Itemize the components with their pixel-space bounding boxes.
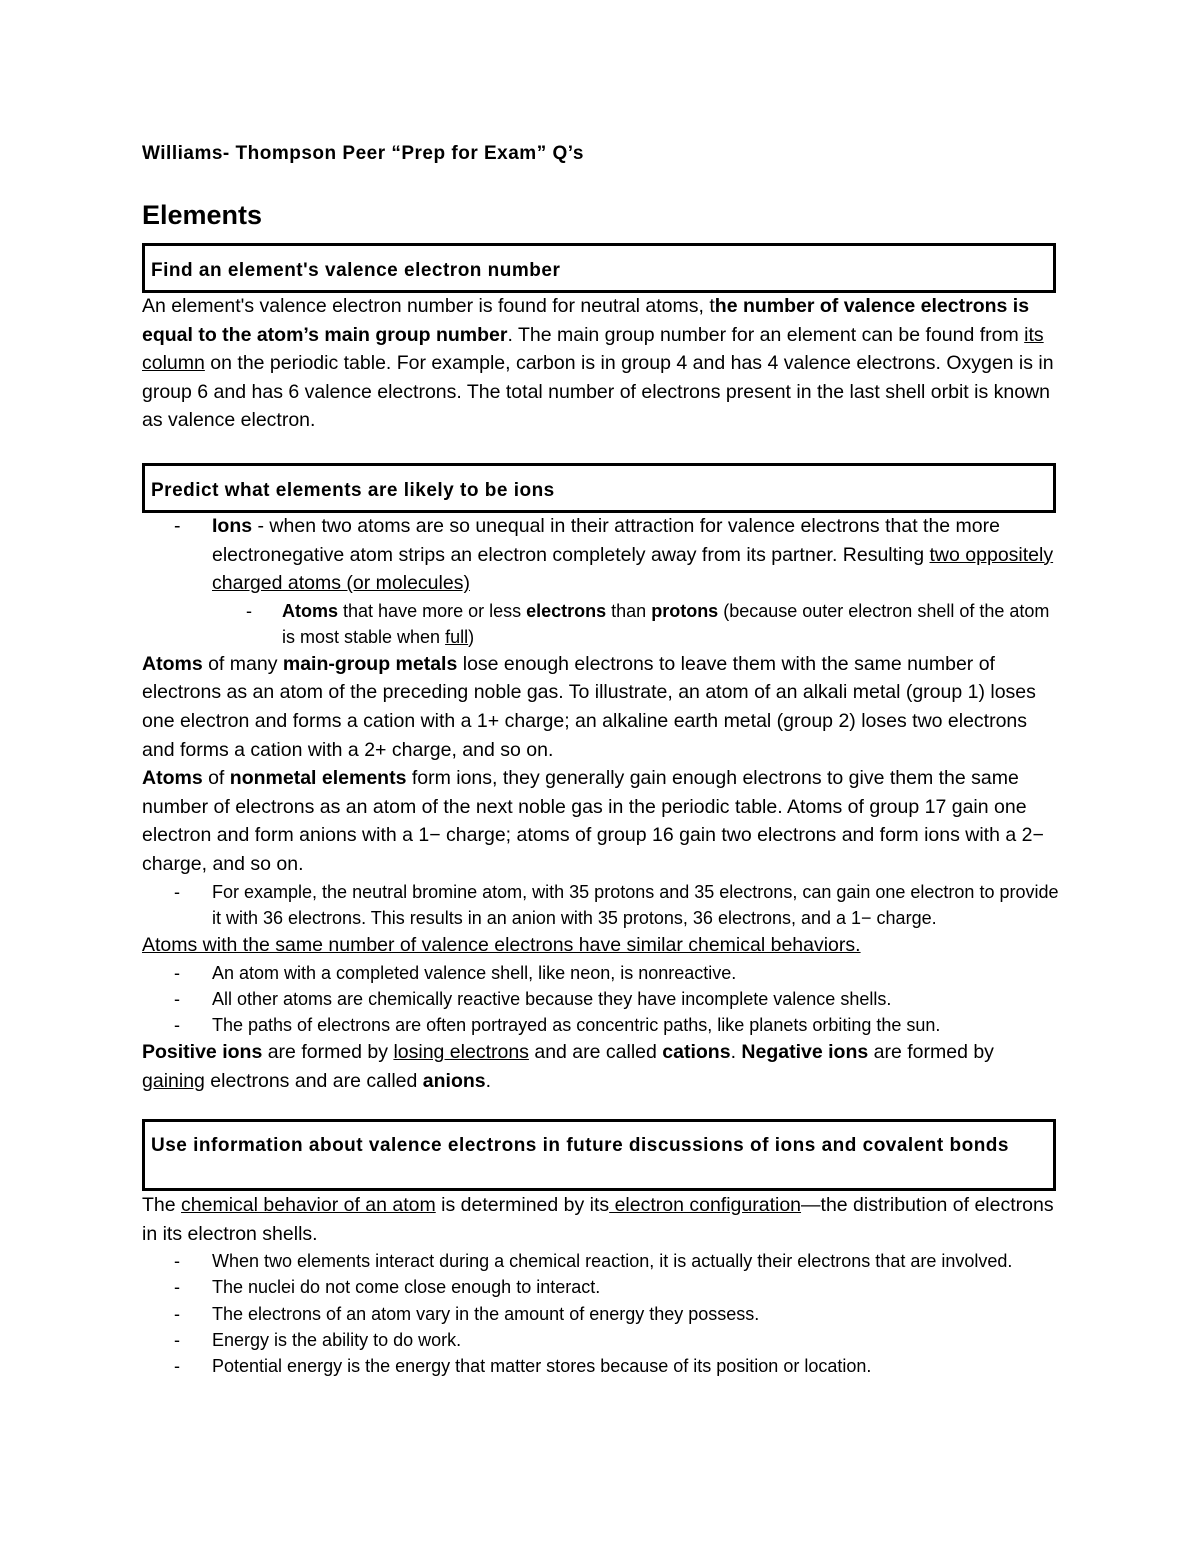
text-run: Energy is the ability to do work. — [212, 1329, 462, 1350]
text-run: on the periodic table. For example, carbon is in group 4 and has 4 valence electrons. Oxygen is in group 6 and has 6 valence electrons. The total number of electrons present in the last shell orbit is known as valence electron. — [142, 352, 1054, 432]
text-run: —the distribution of electrons in its electron shells. — [142, 1194, 1054, 1245]
text-run: - when two atoms are so unequal in their attraction for valence electrons that the more electronegative atom strips an electron completely away from its partner. Resulting — [212, 515, 1000, 566]
underlined-text: electron configuration — [609, 1194, 802, 1216]
bold-text: protons — [651, 600, 719, 621]
list-item — [142, 1353, 1062, 1379]
bold-text: main-group metals — [282, 652, 458, 675]
text-run: form ions, they generally gain enough electrons to give them the same number of electrons as an atom of the next noble gas in the periodic table. Atoms of group 17 gain one electron and form anions with a 1− charge; atoms of group 16 gain two electrons and form ions with a 2− charge, and so on. — [142, 767, 1044, 875]
paragraph — [142, 292, 1062, 435]
underlined-text: gaining — [142, 1069, 205, 1092]
dash-bullet: - — [174, 1251, 180, 1272]
list-item — [142, 986, 1062, 1012]
underlined-text: full — [445, 626, 469, 647]
dash-bullet: - — [174, 1014, 180, 1035]
dash-bullet: - — [174, 1277, 180, 1298]
text-run: are formed by — [262, 1041, 394, 1064]
text-run: When two elements interact during a chemical reaction, it is actually their electrons that are involved. — [212, 1251, 1013, 1272]
text-run: that have more or less — [338, 600, 527, 621]
text-run: The electrons of an atom vary in the amount of energy they possess. — [212, 1303, 760, 1324]
list-item — [142, 512, 1062, 598]
topic-box-title: Find an element's valence electron number — [151, 260, 561, 281]
underlined-text: chemical behavior of an atom — [181, 1194, 436, 1216]
list-item — [142, 1301, 1062, 1327]
text-run: lose enough electrons to leave them with the same number of electrons as an atom of the preceding noble gas. To illustrate, an atom of an alkali metal (group 1) loses one electron and forms a cation with a 1+ charge; an alkaline earth metal (group 2) loses two electrons and forms a cation with a 2+ charge, and so on. — [142, 652, 1036, 761]
valence-paragraph — [142, 292, 1062, 435]
underlined-text: its column — [142, 323, 1044, 375]
topic-box-valence-number — [142, 243, 1056, 293]
dash-bullet: - — [174, 881, 180, 902]
text-run: (because outer electron shell of the atom is most stable when — [282, 600, 1050, 647]
text-run: An element's valence electron number is found for neutral atoms, t — [142, 295, 715, 317]
text-run: The nuclei do not come close enough to interact. — [212, 1277, 601, 1298]
list-item — [142, 960, 1062, 986]
text-run: electrons and are called — [204, 1069, 423, 1092]
paragraph — [142, 764, 1062, 878]
text-run: is determined by its — [435, 1194, 610, 1216]
list-item — [142, 1248, 1062, 1274]
sub-list-item — [142, 598, 1062, 650]
document-title: Williams- Thompson Peer “Prep for Exam” Q’s — [142, 143, 584, 164]
bold-text: Atoms — [142, 652, 203, 675]
text-run: of many — [202, 652, 283, 675]
list-item — [142, 1274, 1062, 1300]
list-item — [142, 1012, 1062, 1038]
text-run: The — [142, 1194, 182, 1216]
underlined-text: Atoms with the same number of valence electrons have similar chemical behaviors. — [142, 933, 861, 956]
text-run: An atom with a completed valence shell, like neon, is nonreactive. — [212, 962, 737, 983]
section-heading: Elements — [142, 200, 263, 230]
dash-bullet: - — [174, 1356, 180, 1376]
text-run: . The main group number for an element can be found from — [507, 323, 1025, 346]
text-run: of — [202, 767, 230, 790]
dash-bullet: - — [246, 600, 252, 621]
text-run: Potential energy is the energy that matter stores because of its position or location. — [212, 1356, 872, 1376]
text-run: ) — [468, 626, 475, 647]
text-run: All other atoms are chemically reactive because they have incomplete valence shells. — [212, 988, 892, 1009]
text-run: . — [485, 1069, 492, 1092]
topic-box-future-discussions — [142, 1119, 1056, 1191]
list-item — [142, 879, 1062, 931]
paragraph — [142, 931, 1062, 960]
bold-text: Atoms — [282, 600, 339, 621]
bold-text: nonmetal elements — [229, 767, 407, 790]
text-run: The paths of electrons are often portrayed as concentric paths, like planets orbiting the sun. — [212, 1014, 941, 1035]
list-item — [142, 1327, 1062, 1353]
ions-section — [142, 512, 1062, 1095]
bold-text: cations — [662, 1041, 731, 1064]
text-run: than — [606, 600, 652, 621]
paragraph — [142, 1038, 1062, 1095]
bold-text: Ions — [212, 515, 253, 537]
topic-box-predict-ions — [142, 463, 1056, 513]
dash-bullet: - — [174, 988, 180, 1009]
bold-text: he number of valence electrons is equal to the atom’s main group number — [142, 295, 1030, 346]
paragraph — [142, 1191, 1062, 1248]
text-run: . — [730, 1041, 742, 1064]
dash-bullet: - — [174, 962, 180, 983]
electron-config-section — [142, 1191, 1062, 1379]
topic-box-title: Use information about valence electrons in future discussions of ions and covalent bonds — [151, 1135, 1009, 1156]
dash-bullet: - — [174, 515, 181, 537]
topic-box-title: Predict what elements are likely to be ions — [151, 480, 555, 501]
text-run: For example, the neutral bromine atom, with 35 protons and 35 electrons, can gain one electron to provide it with 36 electrons. This results in an anion with 35 protons, 36 electrons, and a 1− charge. — [212, 881, 1059, 928]
bold-text: anions — [422, 1069, 486, 1092]
bold-text: Positive ions — [142, 1041, 263, 1064]
dash-bullet: - — [174, 1303, 180, 1324]
underlined-text: losing electrons — [393, 1041, 529, 1064]
text-run: and are called — [528, 1041, 663, 1064]
bold-text: Negative ions — [741, 1041, 869, 1064]
dash-bullet: - — [174, 1329, 180, 1350]
underlined-text: two oppositely charged atoms (or molecules) — [212, 543, 1054, 595]
bold-text: Atoms — [142, 767, 203, 790]
paragraph — [142, 650, 1062, 764]
bold-text: electrons — [526, 600, 607, 621]
text-run: are formed by — [868, 1041, 994, 1064]
